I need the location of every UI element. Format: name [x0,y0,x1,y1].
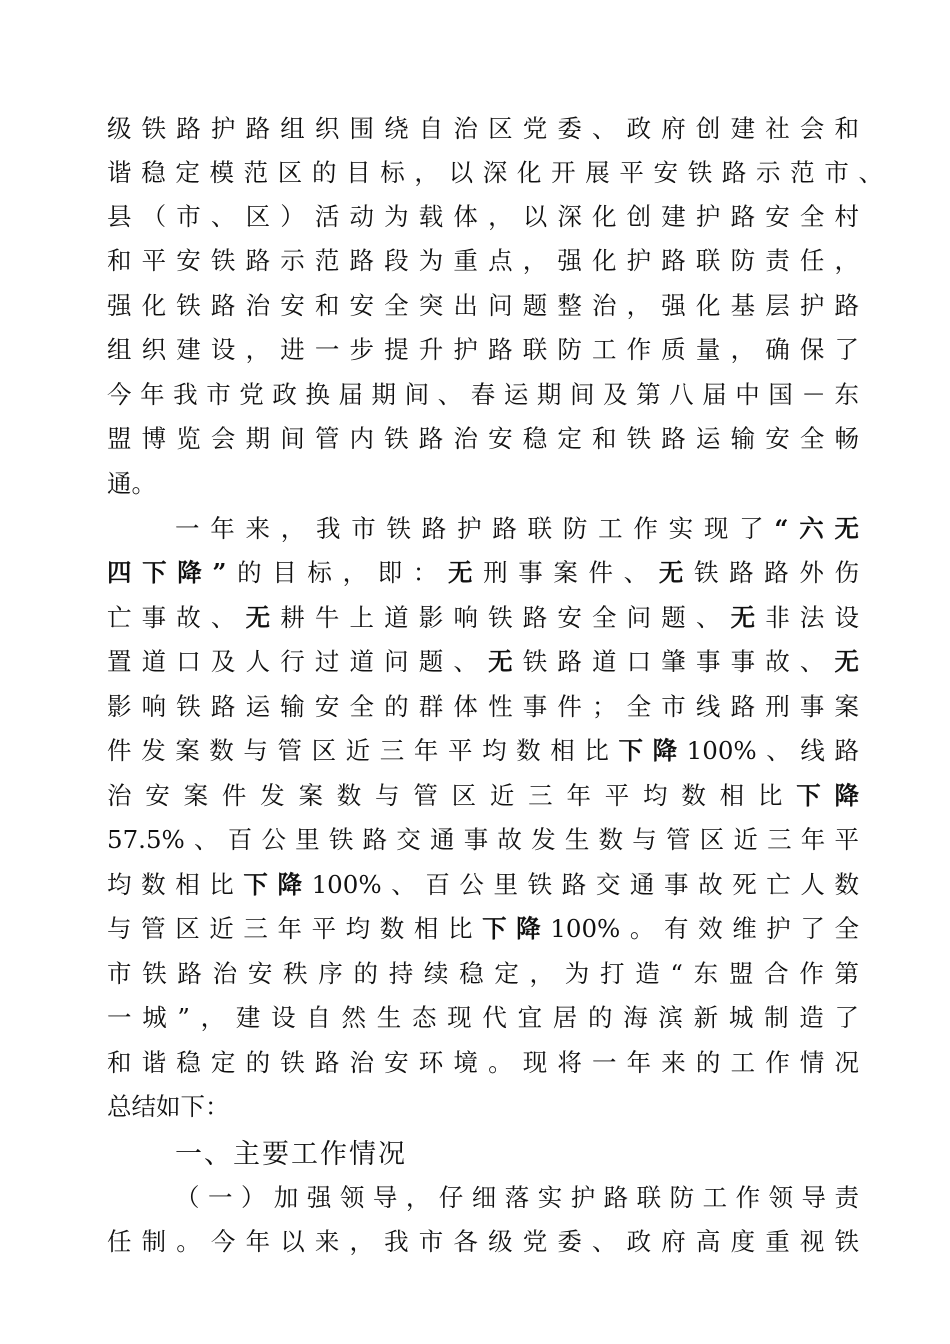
paragraph-line: 任制。今年以来，我市各级党委、政府高度重视铁 [107,1227,859,1256]
paragraph-line: 今年我市党政换届期间、春运期间及第八届中国－东 [107,380,859,409]
paragraph-line [107,551,859,595]
text-run: 亡事故、 [107,603,246,632]
paragraph-line [175,507,859,551]
text-run: 100%。有效维护了全 [550,914,860,943]
section-heading: 一、主要工作情况 [175,1139,407,1170]
text-run: 均数相比 [107,870,244,899]
paragraph-line: 57.5%、百公里铁路交通事故发生数与管区近三年平 [107,825,859,854]
bold-text: 无 [447,558,484,587]
paragraph-line: 和平安铁路示范路段为重点，强化护路联防责任， [107,246,859,275]
paragraph-line: 一城”，建设自然生态现代宜居的海滨新城制造了 [107,1003,859,1032]
paragraph-line: 组织建设，进一步提升护路联防工作质量，确保了 [107,335,859,364]
paragraph-line [107,907,859,951]
bold-text: 下降 [243,870,312,899]
bold-text: 无 [488,647,523,676]
text-run: 铁路道口肇事事故、 [522,647,835,676]
text-run: 100%、百公里铁路交通事故死亡人数 [311,870,860,899]
text-run: 与管区近三年平均数相比 [107,914,483,943]
bold-text: “六无 [774,514,859,543]
bold-text: 四下降” [107,558,227,587]
paragraph-line [107,774,859,818]
paragraph-line: 和谐稳定的铁路治安环境。现将一年来的工作情况 [107,1048,859,1077]
paragraph-line: 级铁路护路组织围绕自治区党委、政府创建社会和 [107,114,859,143]
bold-text: 无 [834,647,860,676]
text-run: 耕牛上道影响铁路安全问题、 [280,603,731,632]
paragraph-line: （一）加强领导，仔细落实护路联防工作领导责 [175,1183,859,1212]
bold-text: 无 [658,558,694,587]
text-run: 的目标，即： [226,558,448,587]
paragraph-line: 影响铁路运输安全的群体性事件；全市线路刑事案 [107,692,859,721]
paragraph-line [107,729,859,773]
bold-text: 无 [730,603,766,632]
text-run: 件发案数与管区近三年平均数相比 [107,736,619,765]
paragraph-line [107,863,859,907]
paragraph-line [107,640,859,684]
text-run: 刑事案件、 [483,558,659,587]
paragraph-line: 市铁路治安秩序的持续稳定，为打造“东盟合作第 [107,959,859,988]
paragraph-line [107,596,859,640]
bold-text: 下降 [618,736,687,765]
paragraph-line: 通。 [107,469,156,498]
paragraph-line: 谐稳定模范区的目标，以深化开展平安铁路示范市、 [107,158,883,187]
text-run: 铁路路外伤 [693,558,860,587]
bold-text: 无 [245,603,281,632]
paragraph-line: 强化铁路治安和安全突出问题整治，强化基层护路 [107,291,859,320]
paragraph-line: 总结如下： [107,1092,230,1121]
bold-text: 下降 [796,781,860,810]
text-run: 非法设 [765,603,860,632]
text-run: 置道口及人行过道问题、 [107,647,489,676]
text-run: 治安案件发案数与管区近三年平均数相比 [107,781,797,810]
text-run: 一年来，我市铁路护路联防工作实现了 [175,514,775,543]
bold-text: 下降 [482,914,551,943]
paragraph-line: 盟博览会期间管内铁路治安稳定和铁路运输安全畅 [107,424,859,453]
paragraph-line: 县（市、区）活动为载体，以深化创建护路安全村 [107,202,859,231]
text-run: 100%、线路 [686,736,860,765]
